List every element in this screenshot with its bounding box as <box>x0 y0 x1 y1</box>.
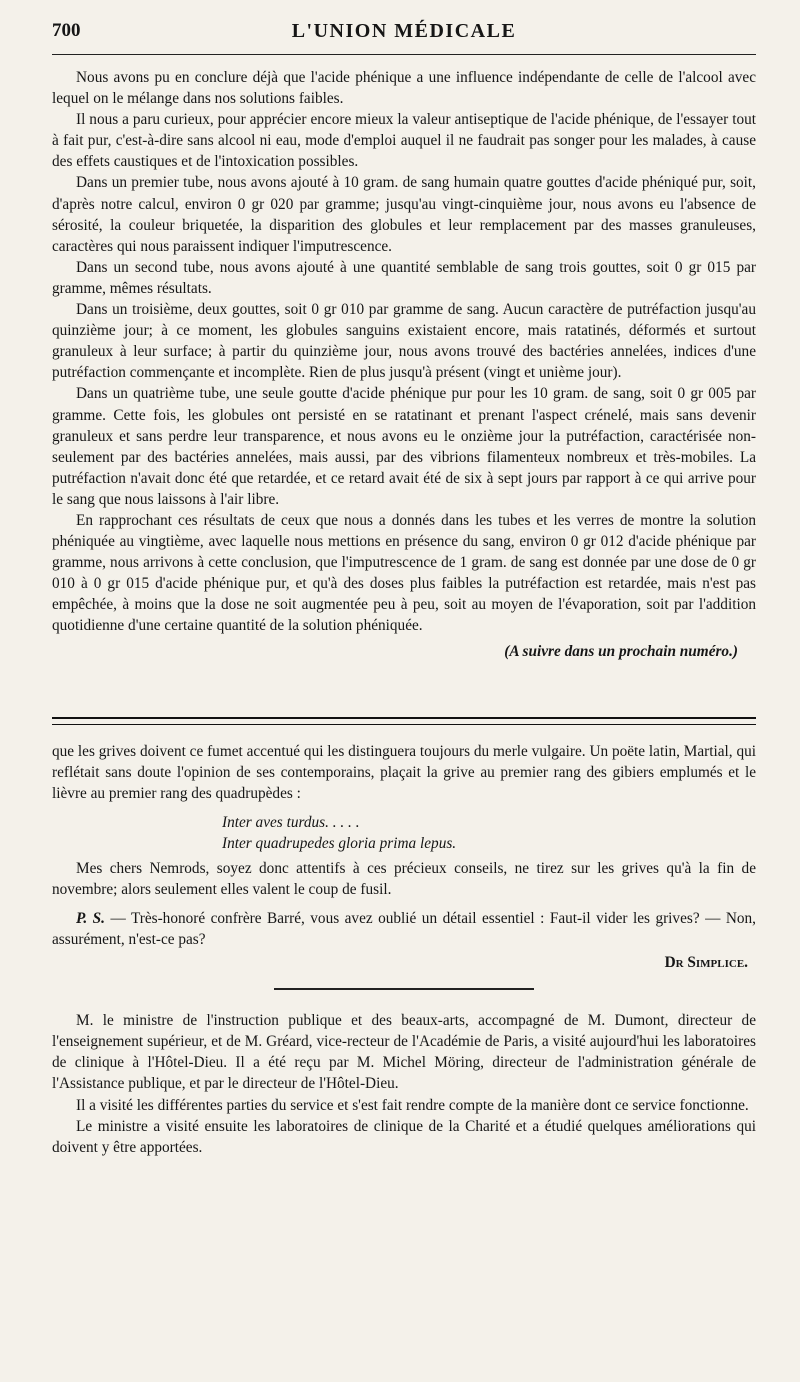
feuilleton-intro: que les grives doivent ce fumet accentué qui les distinguera toujours du merle vulgaire. Un poëte latin, Martial, qui reflétait sans doute l'opinion de ses contemporains, plaçait la grive au premier rang des gibiers emplumés et le lièvre au premier rang des quadrupèdes : <box>52 742 756 802</box>
article-paragraph: Dans un second tube, nous avons ajouté à une quantité semblable de sang trois gouttes, soit 0 gr 015 par gramme, mêmes résultats. <box>52 258 756 297</box>
to-be-continued: (A suivre dans un prochain numéro.) <box>504 642 738 660</box>
latin-verse <box>52 812 756 854</box>
header-rule <box>52 54 756 55</box>
article-paragraph: Dans un quatrième tube, une seule goutte d'acide phénique pur pour les 10 gram. de sang, soit 0 gr 005 par gramme. Cette fois, les globules ont persisté en se ratatinant et prenant l'aspect crénelé, mais sans devenir granuleux et sans perdre leur transparence, et nous avons eu le onzième jour la putréfaction, caractérisée non-seulement par des bactéries annelées, mais aussi, par des vibrions filamenteux nombreux et très-mobiles. La putréfaction n'avait donc été que retardée, et ce retard avait été de six à sept jours par rapport à ce qui arrive pour le sang que nous laissons à l'air libre. <box>52 385 756 508</box>
article-section <box>52 67 756 661</box>
feuilleton-advice: Mes chers Nemrods, soyez donc attentifs à ces précieux conseils, ne tirez sur les grives qu'à la fin de novembre; alors seulement elles valent le coup de fusil. <box>52 859 756 898</box>
news-paragraph: M. le ministre de l'instruction publique et des beaux-arts, accompagné de M. Dumont, directeur de l'enseignement supérieur, et de M. Gréard, vice-recteur de l'Académie de Paris, a visité aujourd'hui les laboratoires de clinique à l'Hôtel-Dieu. Il a été reçu par M. Michel Möring, directeur de l'administration générale de l'Assistance publique, et par le directeur de l'Hôtel-Dieu. <box>52 1012 756 1093</box>
article-paragraph: En rapprochant ces résultats de ceux que nous a donnés dans les tubes et les verres de montre la solution phéniquée au vingtième, avec laquelle nous mettions en présence du sang, environ 0 gr 012 d'acide phénique par gramme, nous arrivons à cette conclusion, que l'imputrescence de 1 gram. de sang est donnée par une dose de 0 gr 010 à 0 gr 015 d'acide phénique pur, et qu'à des doses plus faibles la putréfaction est retardée, mais n'est pas empêchée, à moins que la dose ne soit augmentée peu à peu, soit au moyen de l'évaporation, soit par l'addition quotidienne d'une certaine quantité de la solution phéniquée. <box>52 511 756 635</box>
verse-line: Inter quadrupedes gloria prima lepus. <box>222 834 457 852</box>
feuilleton-section <box>52 741 756 973</box>
short-divider <box>274 988 534 990</box>
journal-title: L'UNION MÉDICALE <box>291 20 517 42</box>
article-paragraph: Il nous a paru curieux, pour apprécier encore mieux la valeur antiseptique de l'acide phénique, de l'essayer tout à fait pur, c'est-à-dire sans alcool ni eau, mode d'emploi auquel il ne faudrait pas songer pour les malades, à cause des effets caustiques et de l'intoxication possibles. <box>52 111 756 171</box>
section-divider <box>52 717 756 725</box>
postscript <box>52 908 756 950</box>
verse-line: Inter aves turdus. . . . . <box>222 813 360 831</box>
postscript-text: — Très-honoré confrère Barré, vous avez oublié un détail essentiel : Faut-il vider les grives? — Non, assurément, n'est-ce pas? <box>52 910 757 949</box>
article-paragraph: Dans un troisième, deux gouttes, soit 0 gr 010 par gramme de sang. Aucun caractère de putréfaction jusqu'au quinzième jour; à ce moment, les globules sanguins existaient encore, mais ratatinés, déformés et surtout granuleux à leur surface; à partir du quinzième jour, nous avons trouvé des bactéries annelées, indices d'une putréfaction commençante et incomplète. Rien de plus jusqu'à présent (vingt et unième jour). <box>52 301 756 382</box>
news-paragraph: Le ministre a visité ensuite les laboratoires de clinique de la Charité et a étudié quelques améliorations qui doivent y être apportées. <box>52 1117 756 1156</box>
news-paragraph: Il a visité les différentes parties du service et s'est fait rendre compte de la manière dont ce service fonctionne. <box>76 1096 749 1114</box>
signature: Dr Simplice. <box>664 954 748 972</box>
news-section <box>52 1010 756 1158</box>
page-header <box>52 14 756 48</box>
postscript-label: P. S. <box>76 910 105 927</box>
article-paragraph: Dans un premier tube, nous avons ajouté à 10 gram. de sang humain quatre gouttes d'acide phéniqué pur, soit, d'après notre calcul, environ 0 gr 020 par gramme; jusqu'au vingt-cinquième jour, nous avons eu l'absence de sérosité, la couleur briquetée, la disparition des globules et leur remplacement par des masses granuleuses, caractères qui nous paraissent indiquer l'imputrescence. <box>52 174 756 255</box>
article-paragraph: Nous avons pu en conclure déjà que l'acide phénique a une influence indépendante de celle de l'alcool avec lequel on le mélange dans nos solutions faibles. <box>52 69 756 108</box>
page-number: 700 <box>52 20 81 41</box>
